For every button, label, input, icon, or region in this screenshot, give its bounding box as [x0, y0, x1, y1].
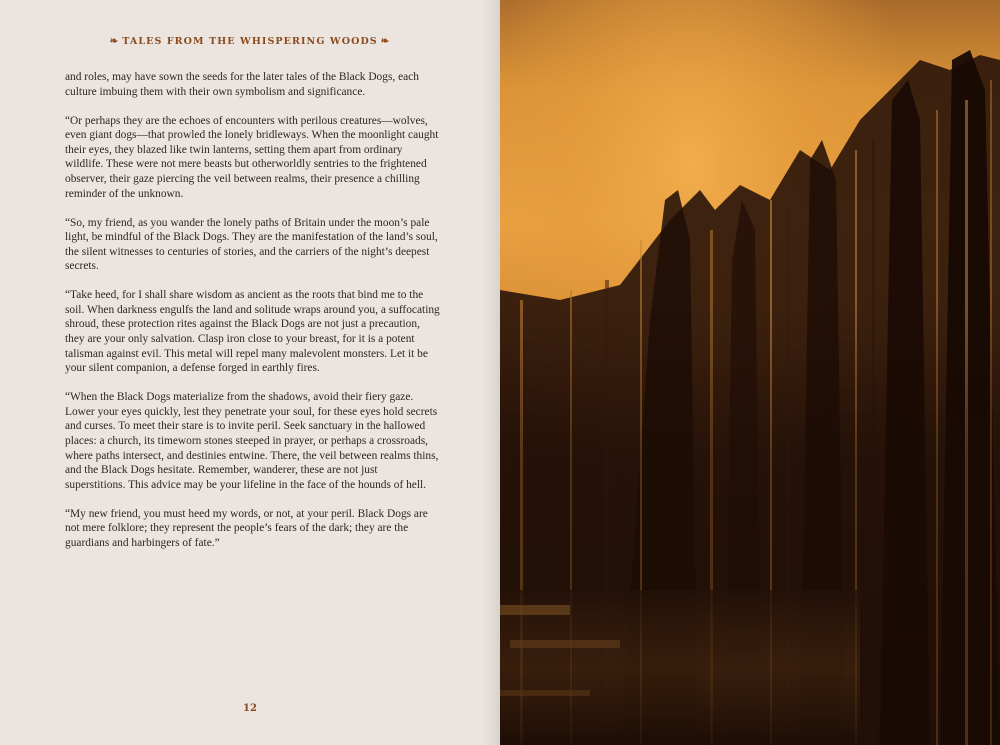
- paragraph: “When the Black Dogs materialize from the shadows, avoid their fiery gaze. Lower your eyes quickly, lest they penetrate your soul, for these eyes hold secrets and curses. To meet their stare is to invite peril. Seek sanctuary in the hallowed places: a church, its timeworn stones steeped in prayer, or perhaps a crossroads, where paths intersect, and destinies entwine. There, the veil between realms thins, and the Black Dogs hesitate. Remember, wanderer, these are not just superstitions. This advice may be your lifeline in the face of the hounds of hell.: [65, 391, 439, 491]
- leaf-ornament-icon: ❧: [109, 36, 120, 47]
- running-head-title: TALES FROM THE WHISPERING WOODS: [122, 36, 378, 47]
- paragraph: “My new friend, you must heed my words, or not, at your peril. Black Dogs are not mere folklore; they represent the people’s fears of the dark; they are the guardians and harbingers of fate.”: [65, 507, 428, 549]
- forest-illustration: [500, 0, 1000, 745]
- forest-reflection-image: [500, 0, 1000, 745]
- body-text: [65, 70, 440, 565]
- paragraph: and roles, may have sown the seeds for the later tales of the Black Dogs, each culture imbuing them with their own symbolism and significance.: [65, 71, 419, 98]
- paragraph: “So, my friend, as you wander the lonely paths of Britain under the moon’s pale light, be mindful of the Black Dogs. They are the manifestation of the land’s soul, the silent witnesses to centuries of stories, and the carriers of the night’s deepest secrets.: [65, 216, 438, 273]
- running-head: [0, 36, 500, 47]
- paragraph: “Or perhaps they are the echoes of encounters with perilous creatures—wolves, even giant dogs—that prowled the lonely bridleways. When the moonlight caught their eyes, they blazed like twin lanterns, setting them apart from ordinary wildlife. These were not mere beasts but otherworldly sentries to the frightened observer, their gaze piercing the veil between realms, their presence a chilling reminder of the unknown.: [65, 114, 439, 200]
- page-number: 12: [243, 703, 257, 714]
- paragraph: “Take heed, for I shall share wisdom as ancient as the roots that bind me to the soil. When darkness engulfs the land and solitude wraps around you, a suffocating shroud, these protection rites against the Black Dogs are not just a precaution, they are your only salvation. Clasp iron close to your breast, for it is a potent talisman against evil. This metal will repel many malevolent monsters. Let it be your silent companion, a defense forged in earthly fires.: [65, 289, 440, 375]
- leaf-ornament-icon: ❧: [380, 36, 391, 47]
